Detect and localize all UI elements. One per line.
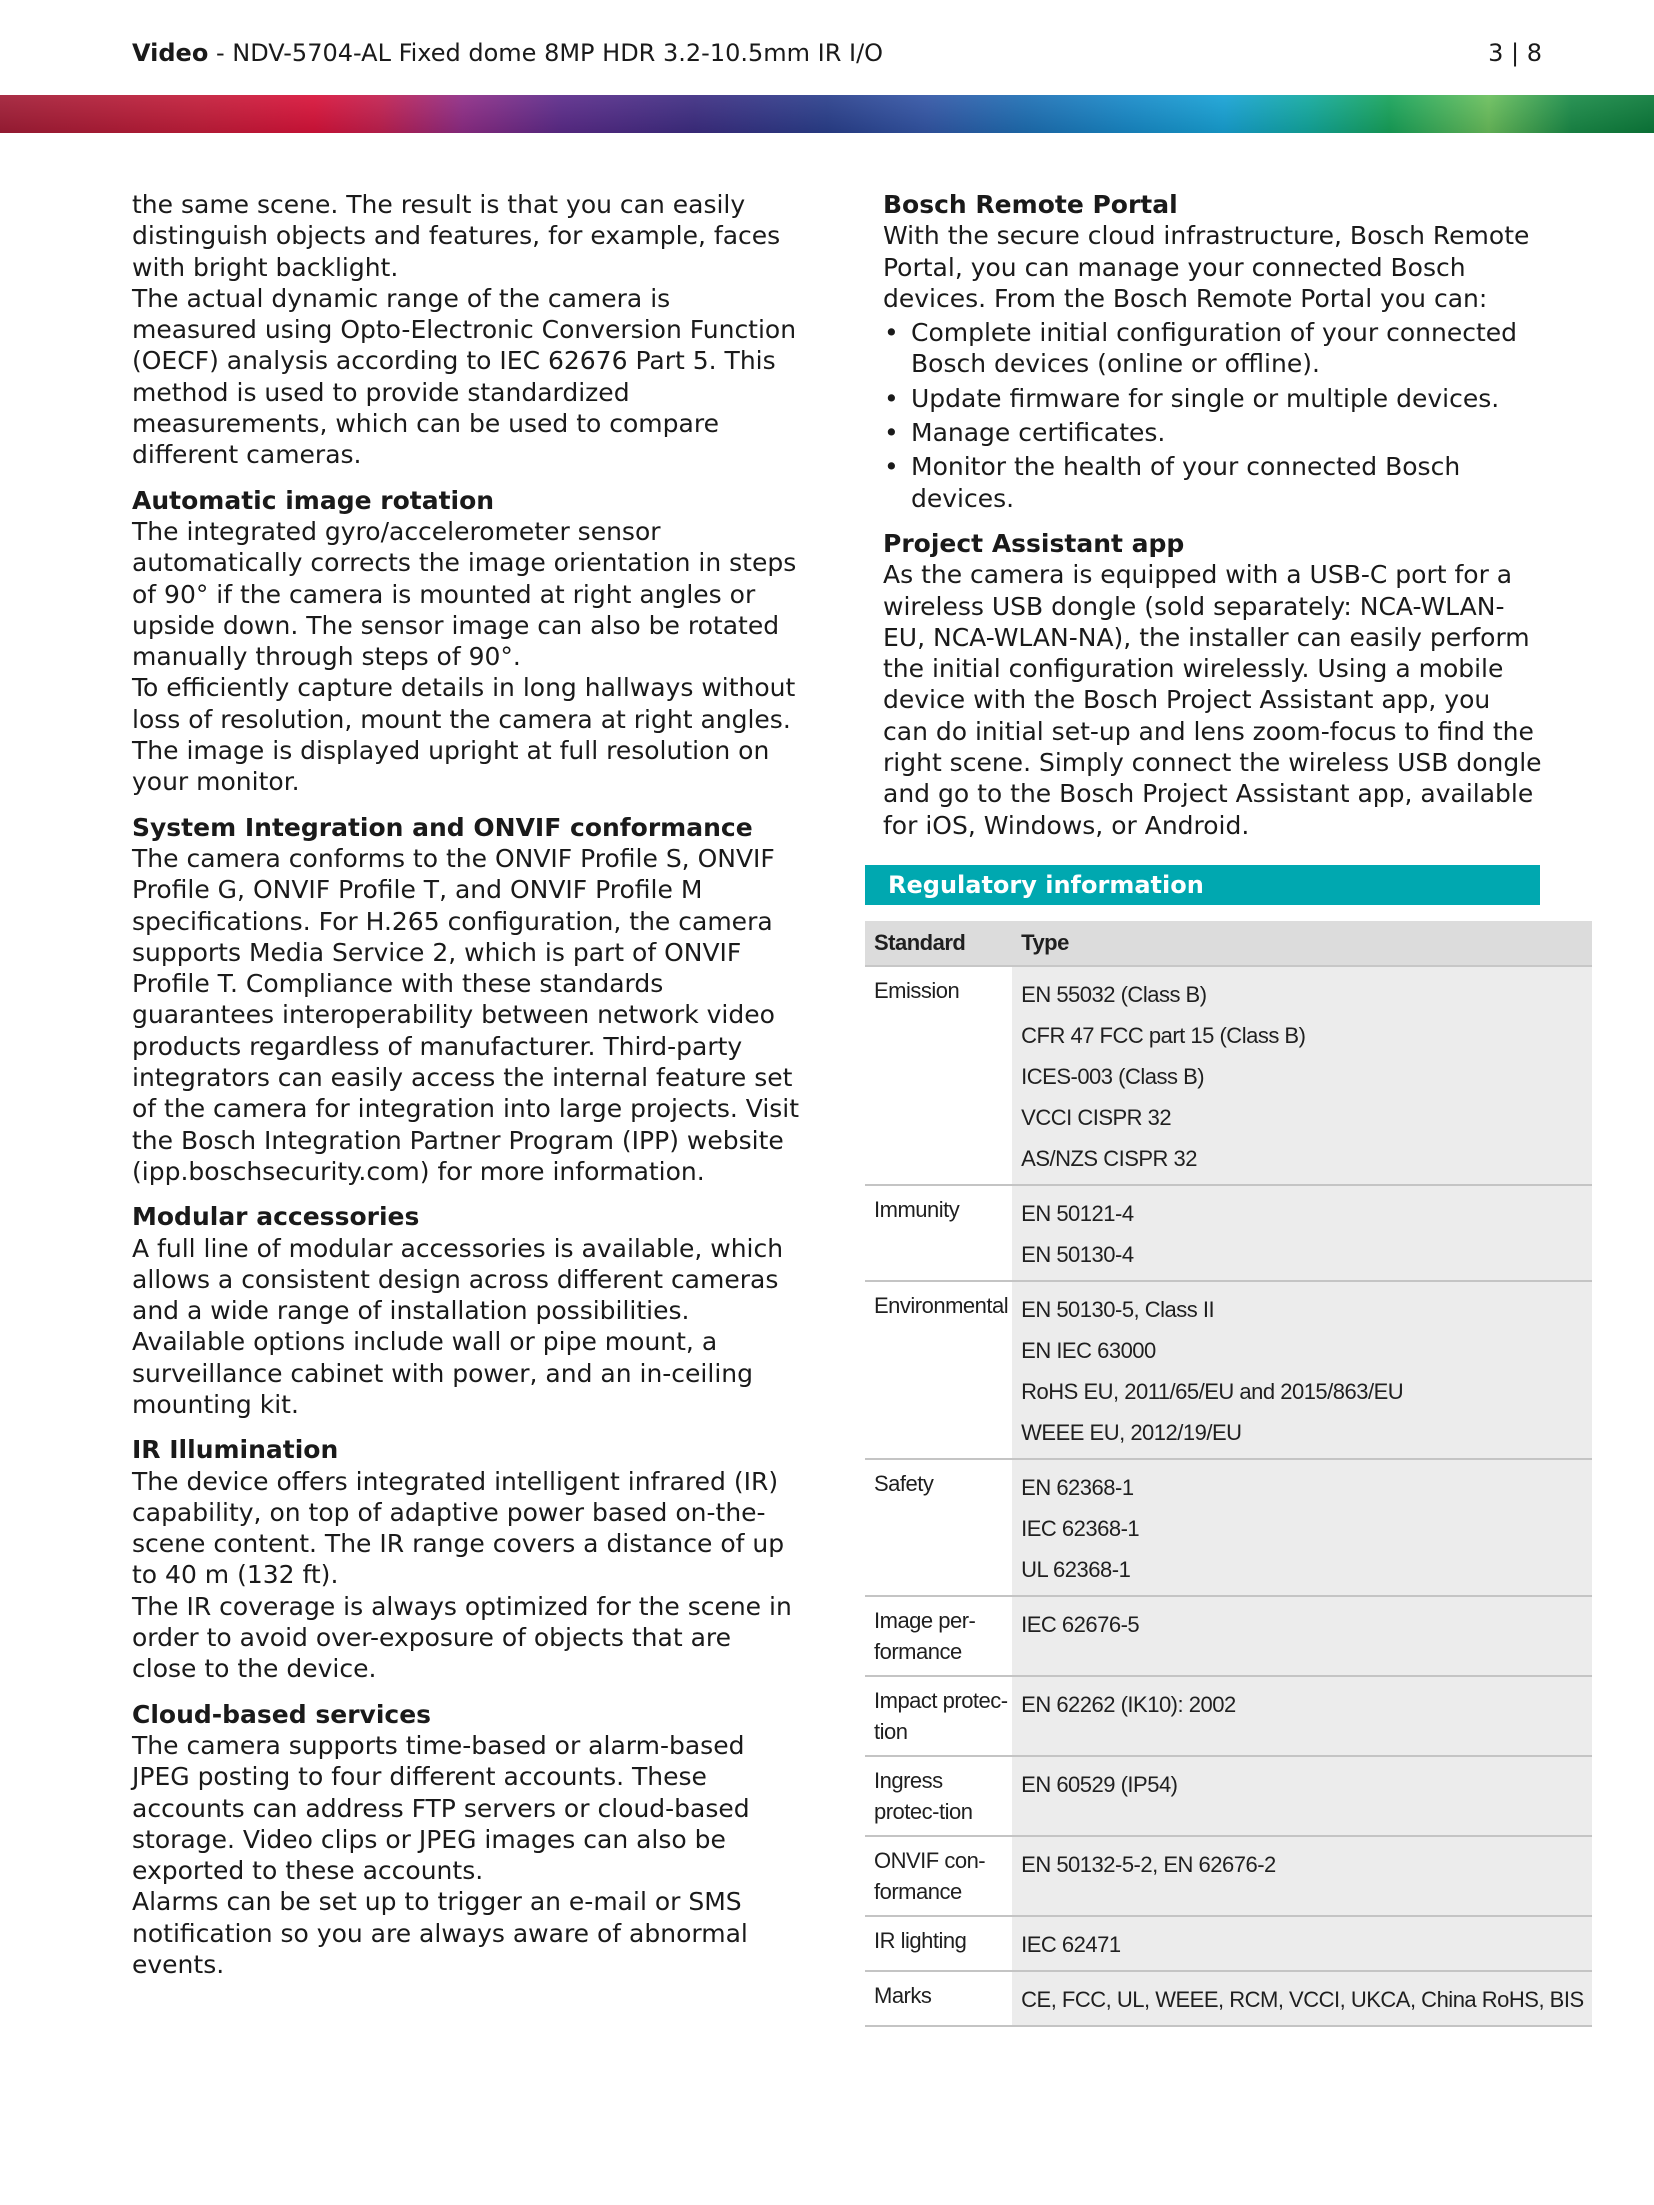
section-paragraph: To efficiently capture details in long hallways without loss of resolution, mount the camera at right angles. The image is displayed upright at full resolution on your monitor. <box>132 673 796 797</box>
bullet-item: • Update firmware for single or multiple devices. <box>883 383 1543 414</box>
type-value: EN 50130-5, Class II <box>1021 1297 1215 1322</box>
regulatory-information-title: Regulatory information <box>865 865 1540 905</box>
standard-cell: Impact protec-tion <box>865 1676 1012 1756</box>
left-section <box>132 1699 800 1981</box>
type-value: EN IEC 63000 <box>1021 1338 1156 1363</box>
type-value: CFR 47 FCC part 15 (Class B) <box>1021 1023 1306 1048</box>
table-row <box>865 1916 1592 1971</box>
type-cell <box>1012 966 1592 1185</box>
standard-cell: Safety <box>865 1459 1012 1596</box>
document-title <box>132 36 883 70</box>
left-section <box>132 1434 800 1684</box>
type-cell <box>1012 1596 1592 1676</box>
type-cell <box>1012 1185 1592 1281</box>
standard-cell: Environmental <box>865 1281 1012 1459</box>
type-cell <box>1012 1281 1592 1459</box>
section-paragraph: the same scene. The result is that you can easily distinguish objects and features, for example, faces with bright backlight. <box>132 190 781 282</box>
standard-cell: Immunity <box>865 1185 1012 1281</box>
type-value: EN 50130-4 <box>1021 1242 1134 1267</box>
table-row <box>865 1971 1592 2026</box>
type-value: CE, FCC, UL, WEEE, RCM, VCCI, UKCA, China RoHS, BIS <box>1021 1987 1584 2012</box>
column-header-type: Type <box>1012 921 1592 966</box>
header-category: Video <box>132 39 209 67</box>
bullet-item: • Complete initial configuration of your connected Bosch devices (online or offline). <box>883 317 1543 380</box>
type-cell <box>1012 1676 1592 1756</box>
section-heading: Automatic image rotation <box>132 485 495 515</box>
section-paragraph: The actual dynamic range of the camera is measured using Opto-Electronic Conversion Function (OECF) analysis according to IEC 62676 Part 5. This method is used to provide standardized measurements, which can be used to compare different cameras. <box>132 283 797 470</box>
left-section <box>132 189 800 471</box>
section-heading: IR Illumination <box>132 1435 339 1465</box>
assistant-app-heading: Project Assistant app <box>883 528 1185 558</box>
standard-cell: ONVIF con-formance <box>865 1836 1012 1916</box>
header-product: NDV-5704-AL Fixed dome 8MP HDR 3.2-10.5mm IR I/O <box>232 39 884 67</box>
assistant-app-section <box>883 528 1543 841</box>
type-value: RoHS EU, 2011/65/EU and 2015/863/EU <box>1021 1379 1404 1404</box>
type-cell <box>1012 1459 1592 1596</box>
type-value: EN 55032 (Class B) <box>1021 982 1207 1007</box>
type-value: VCCI CISPR 32 <box>1021 1105 1172 1130</box>
type-cell <box>1012 1836 1592 1916</box>
type-value: EN 50121-4 <box>1021 1201 1134 1226</box>
type-value: EN 62368-1 <box>1021 1475 1134 1500</box>
type-cell <box>1012 1756 1592 1836</box>
standard-cell: Marks <box>865 1971 1012 2026</box>
page-number: 3 | 8 <box>1488 39 1542 67</box>
type-value: IEC 62471 <box>1021 1932 1121 1957</box>
table-row <box>865 1756 1592 1836</box>
bullet-item: • Monitor the health of your connected Bosch devices. <box>883 451 1543 514</box>
type-value: EN 50132-5-2, EN 62676-2 <box>1021 1852 1276 1877</box>
remote-portal-heading: Bosch Remote Portal <box>883 190 1178 219</box>
section-heading: System Integration and ONVIF conformance <box>132 812 753 842</box>
left-section <box>132 812 800 1188</box>
standard-cell: Image per-formance <box>865 1596 1012 1676</box>
type-value: IEC 62368-1 <box>1021 1516 1140 1541</box>
table-row <box>865 1596 1592 1676</box>
type-cell <box>1012 1971 1592 2026</box>
standard-cell: IR lighting <box>865 1916 1012 1971</box>
type-value: EN 60529 (IP54) <box>1021 1772 1178 1797</box>
assistant-app-text: As the camera is equipped with a USB-C port for a wireless USB dongle (sold separately: NCA-WLAN-EU, NCA-WLAN-NA), the installer can easily perform the initial configuration wirelessly. Using a mobile device with the Bosch Project Assistant app, you can do initial set-up and lens zoom-focus to find the right scene. Simply connect the wireless USB dongle and go to the Bosch Project Assistant app, available for iOS, Windows, or Android. <box>883 560 1542 840</box>
regulatory-table-body <box>865 966 1592 2026</box>
left-column <box>132 189 800 1994</box>
section-paragraph: A full line of modular accessories is available, which allows a consistent design across different cameras and a wide range of installation possibilities. Available options include wall or pipe mount, a surveillance cabinet with power, and an in-ceiling mounting kit. <box>132 1233 784 1419</box>
type-cell <box>1012 1916 1592 1971</box>
section-paragraph: Alarms can be set up to trigger an e-mail or SMS notification so you are always aware of abnormal events. <box>132 1887 748 1980</box>
page-header <box>132 36 1542 70</box>
table-row <box>865 1185 1592 1281</box>
table-row <box>865 1836 1592 1916</box>
regulatory-table <box>865 921 1592 2027</box>
remote-portal-bullet-list <box>883 317 1543 514</box>
remote-portal-section <box>883 189 1543 514</box>
standard-cell: Emission <box>865 966 1012 1185</box>
left-section <box>132 485 800 798</box>
type-value: WEEE EU, 2012/19/EU <box>1021 1420 1242 1445</box>
right-column <box>883 189 1543 855</box>
header-separator: - <box>208 39 233 67</box>
section-paragraph: The IR coverage is always optimized for the scene in order to avoid over-exposure of objects that are close to the device. <box>132 1591 792 1684</box>
table-row <box>865 1281 1592 1459</box>
type-value: IEC 62676-5 <box>1021 1612 1140 1637</box>
section-paragraph: The device offers integrated intelligent infrared (IR) capability, on top of adaptive power based on-the-scene content. The IR range covers a distance of up to 40 m (132 ft). <box>132 1466 785 1590</box>
section-heading: Modular accessories <box>132 1202 420 1232</box>
table-row <box>865 1676 1592 1756</box>
section-paragraph: The camera supports time-based or alarm-based JPEG posting to four different accounts. These accounts can address FTP servers or cloud-based storage. Video clips or JPEG images can also be exported to these accounts. <box>132 1730 750 1886</box>
type-value: ICES-003 (Class B) <box>1021 1064 1205 1089</box>
standard-cell: Ingress protec-tion <box>865 1756 1012 1836</box>
table-row <box>865 1459 1592 1596</box>
bullet-item: • Manage certificates. <box>883 417 1543 448</box>
section-paragraph: The camera conforms to the ONVIF Profile S, ONVIF Profile G, ONVIF Profile T, and ONVIF Profile M specifications. For H.265 configuration, the camera supports Media Service 2, which is part of ONVIF Profile T. Compliance with these standards guarantees interoperability between network video products regardless of manufacturer. Third-party integrators can easily access the internal feature set of the camera for integration into large projects. Visit the Bosch Integration Partner Program (IPP) website (ipp.boschsecurity.com) for more information. <box>132 843 800 1186</box>
section-heading: Cloud-based services <box>132 1699 432 1729</box>
type-value: UL 62368-1 <box>1021 1557 1131 1582</box>
section-paragraph: The integrated gyro/accelerometer sensor automatically corrects the image orientation in steps of 90° if the camera is mounted at right angles or upside down. The sensor image can also be rotated manually through steps of 90°. <box>132 516 797 672</box>
column-header-standard: Standard <box>865 921 1012 966</box>
type-value: AS/NZS CISPR 32 <box>1021 1146 1198 1171</box>
table-header-row <box>865 921 1592 966</box>
table-row <box>865 966 1592 1185</box>
remote-portal-intro: With the secure cloud infrastructure, Bosch Remote Portal, you can manage your connected Bosch devices. From the Bosch Remote Portal you can: <box>883 221 1530 313</box>
brand-color-band-shade <box>0 95 1654 133</box>
type-value: EN 62262 (IK10): 2002 <box>1021 1692 1236 1717</box>
left-section <box>132 1201 800 1420</box>
